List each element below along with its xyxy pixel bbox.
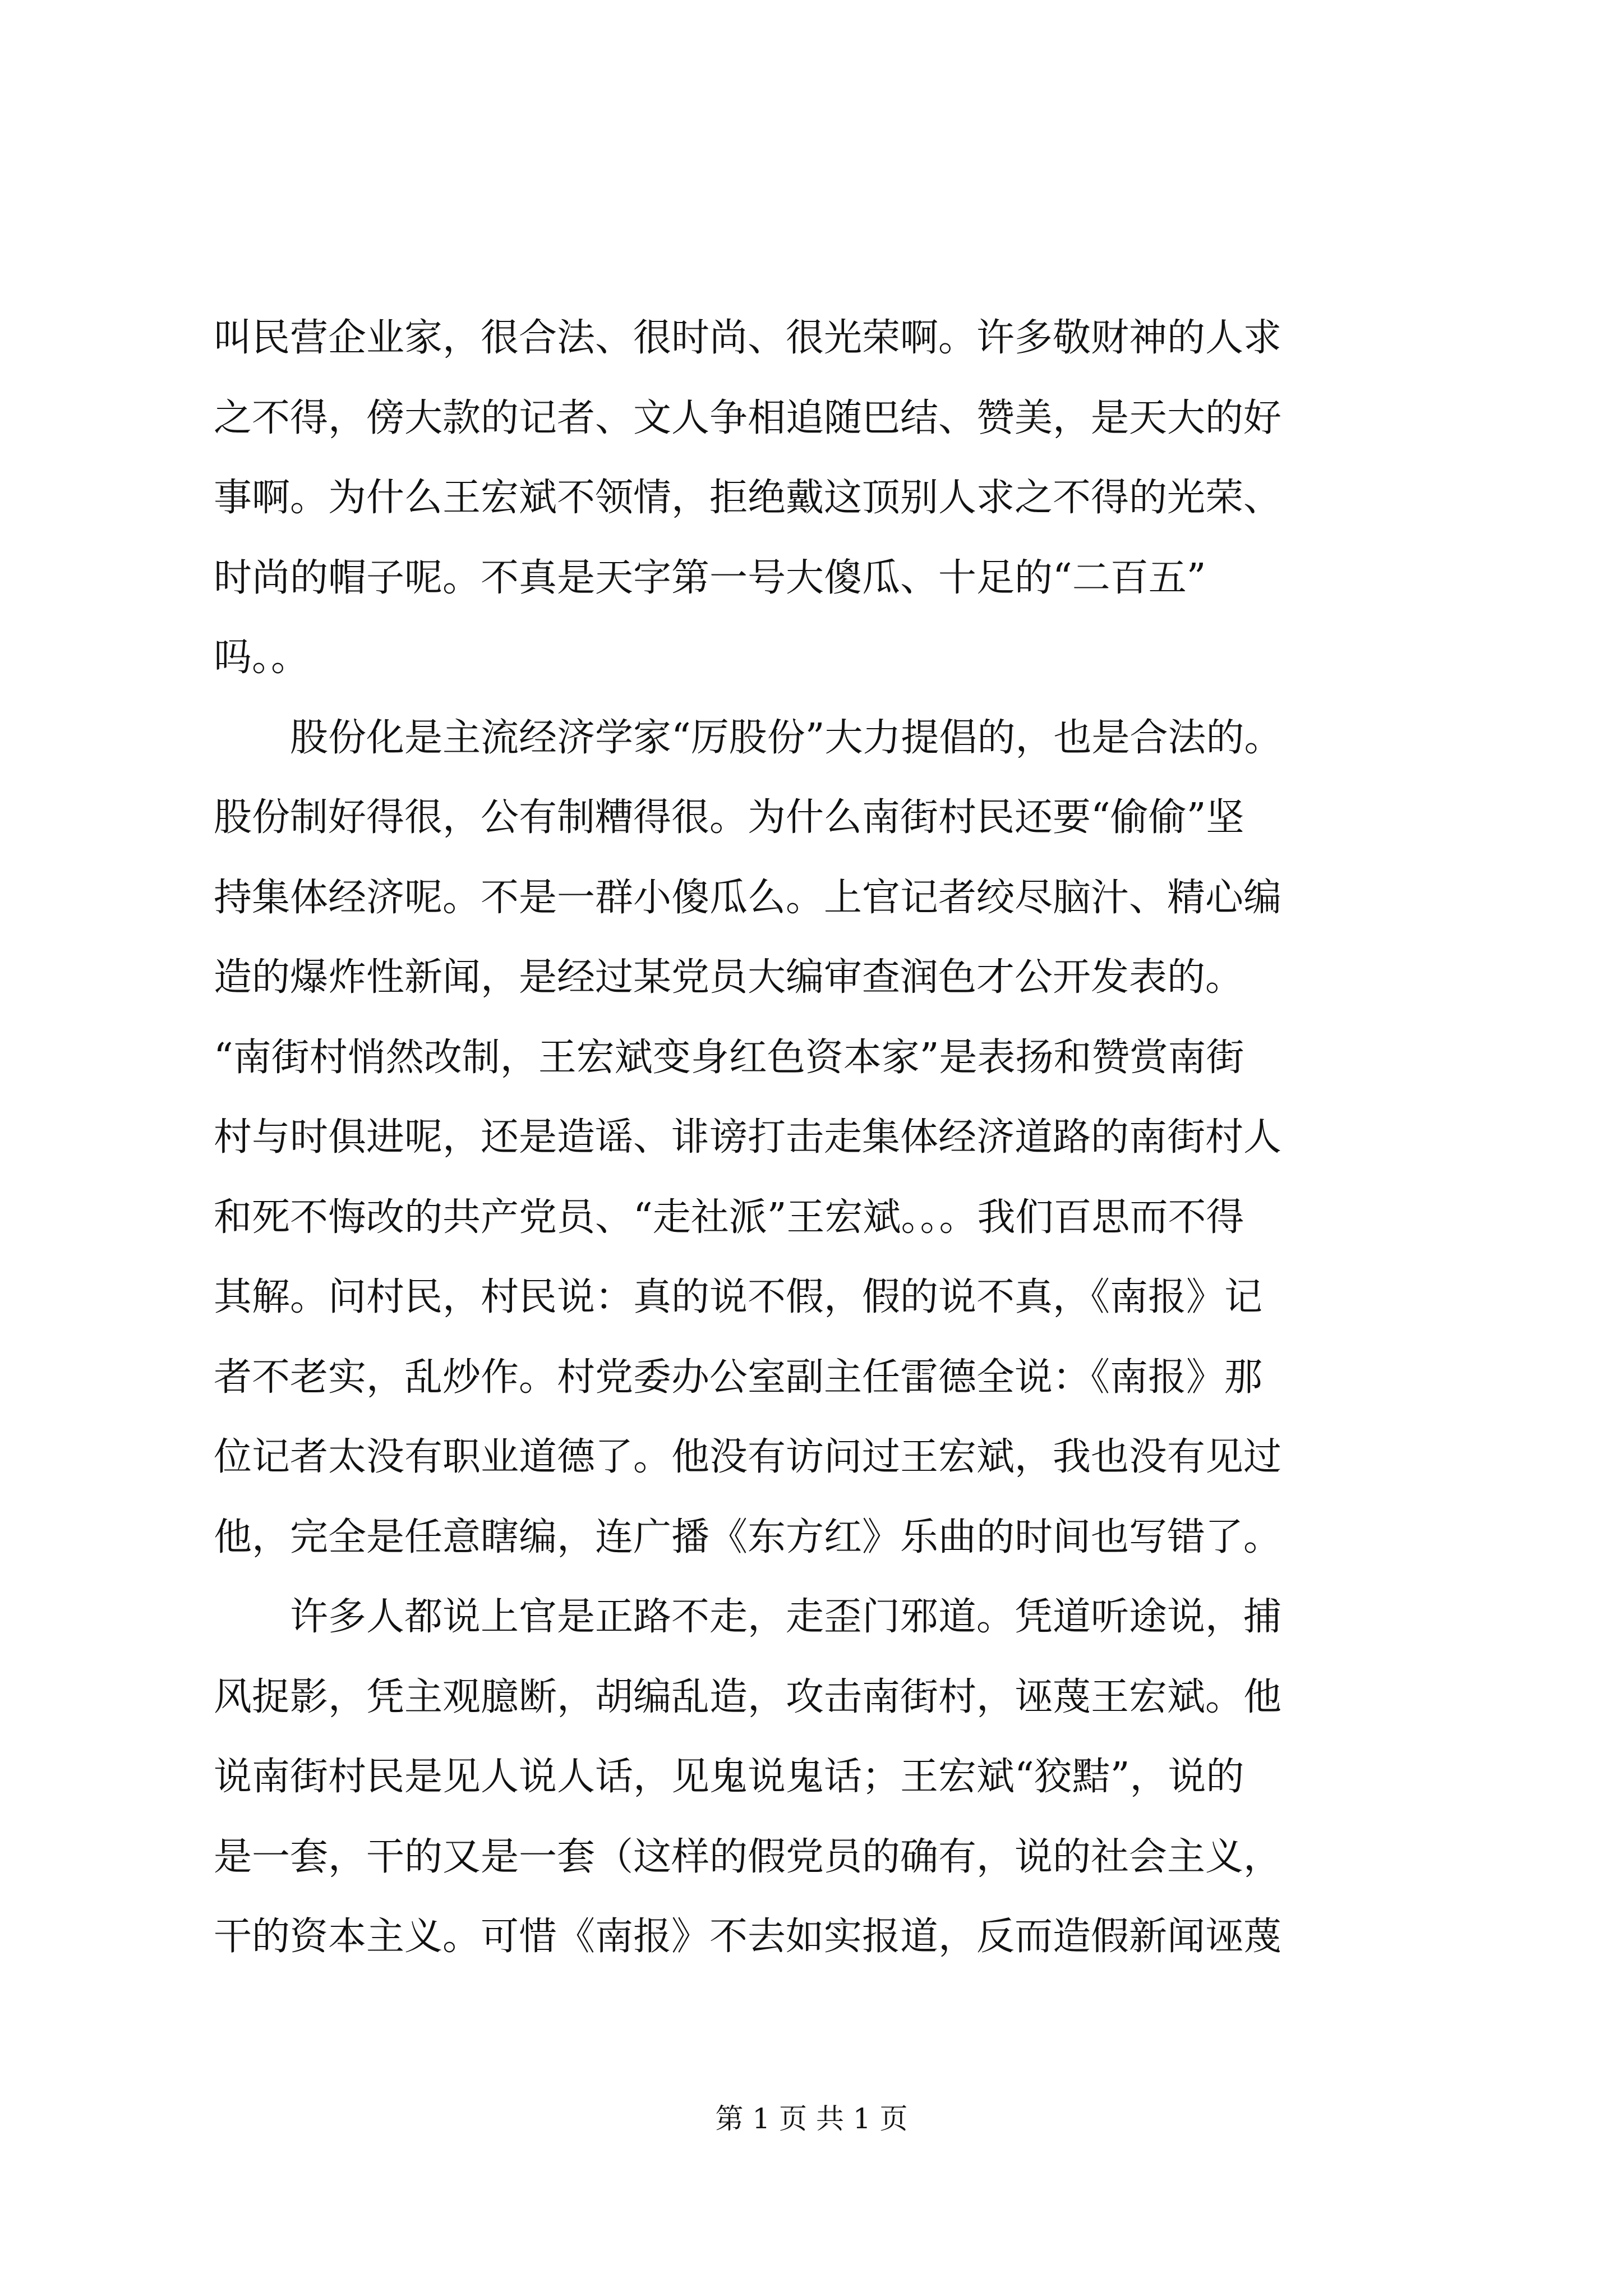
text-line: 干的资本主义。可惜《南报》不去如实报道，反而造假新闻诬蔑 <box>214 1915 1282 1959</box>
text-line: 许多人都说上官是正路不走，走歪门邪道。凭道听途说，捕 <box>214 1595 1282 1639</box>
text-line: 时尚的帽子呢。不真是天字第一号大傻瓜、十足的“二百五” <box>214 555 1206 600</box>
text-line: 位记者太没有职业道德了。他没有访问过王宏斌，我也没有见过 <box>214 1435 1282 1479</box>
text-line: 和死不悔改的共产党员、“走社派”王宏斌。。。我们百思而不得 <box>214 1195 1244 1240</box>
text-line: 造的爆炸性新闻，是经过某党员大编审查润色才公开发表的。 <box>214 955 1244 1000</box>
text-line: 事啊。为什么王宏斌不领情，拒绝戴这顶别人求之不得的光荣、 <box>214 476 1282 520</box>
text-line: 其解。问村民，村民说：真的说不假，假的说不真，《南报》记 <box>214 1275 1263 1319</box>
text-line: 叫民营企业家，很合法、很时尚、很光荣啊。许多敬财神的人求 <box>214 316 1282 360</box>
text-line: 股份制好得很，公有制糟得很。为什么南街村民还要“偷偷”坚 <box>214 795 1244 840</box>
page-number-footer: 第 1 页 共 1 页 <box>715 2102 908 2135</box>
text-line: 他，完全是任意瞎编，连广播《东方红》乐曲的时间也写错了。 <box>214 1515 1282 1559</box>
text-line: “南街村悄然改制，王宏斌变身红色资本家”是表扬和赞赏南街 <box>214 1035 1244 1080</box>
text-line: 吗。。 <box>214 636 310 680</box>
text-line: 村与时俱进呢，还是造谣、诽谤打击走集体经济道路的南街村人 <box>214 1115 1282 1159</box>
text-line: 说南街村民是见人说人话，见鬼说鬼话；王宏斌“狡黠”，说的 <box>214 1755 1244 1799</box>
body-text <box>214 298 1417 1977</box>
text-line: 股份化是主流经济学家“厉股份”大力提倡的，也是合法的。 <box>214 715 1283 760</box>
text-line: 风捉影，凭主观臆断，胡编乱造，攻击南街村，诬蔑王宏斌。他 <box>214 1674 1282 1719</box>
text-line: 持集体经济呢。不是一群小傻瓜么。上官记者绞尽脑汁、精心编 <box>214 875 1282 920</box>
text-line: 者不老实，乱炒作。村党委办公室副主任雷德全说：《南报》那 <box>214 1355 1263 1400</box>
text-line: 是一套，干的又是一套（这样的假党员的确有，说的社会主义， <box>214 1834 1282 1879</box>
text-line: 之不得，傍大款的记者、文人争相追随巴结、赞美，是天大的好 <box>214 395 1282 440</box>
